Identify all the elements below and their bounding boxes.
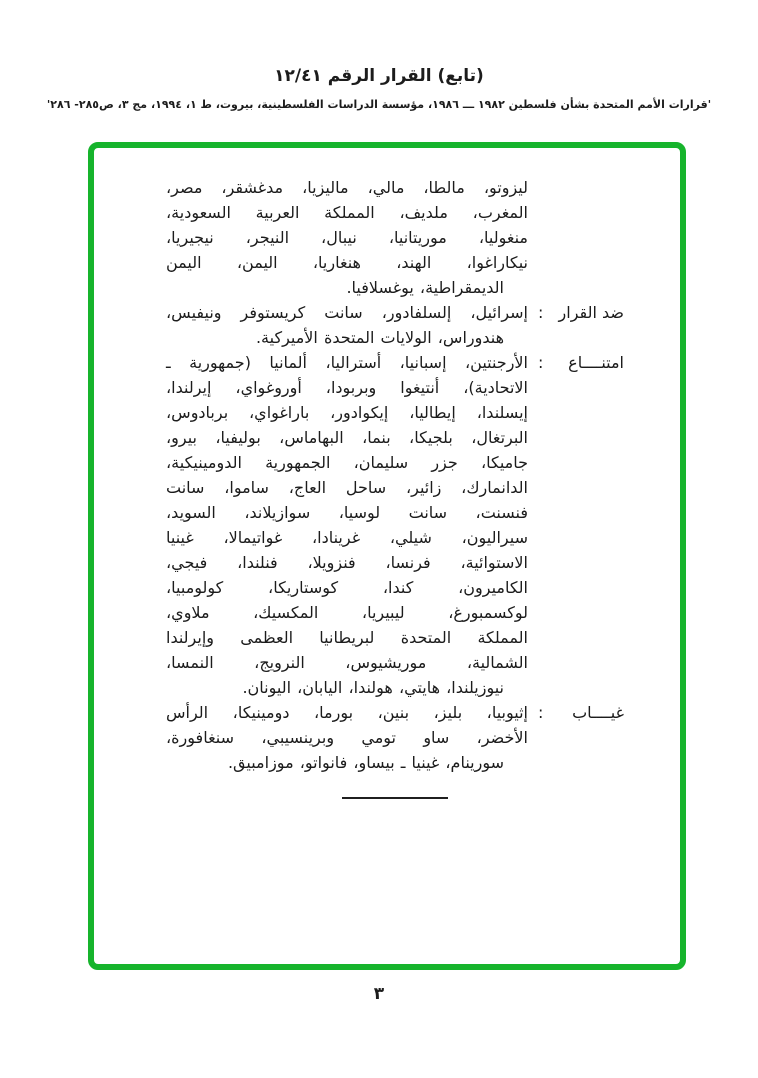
section-colon: :: [538, 703, 544, 722]
text-line: إيسلندا، إيطاليا، إيكوادور، باراغواي، بربادوس،: [166, 403, 528, 422]
text-line: الشمالية، موريشيوس، النرويج، النمسا،: [166, 653, 528, 672]
text-line: الاستوائية، فرنسا، فنزويلا، فنلندا، فيجي،: [166, 553, 528, 572]
text-line: جاميكا، جزر سليمان، الجمهورية الدومينيكية،: [166, 453, 528, 472]
page-number: ٣: [373, 984, 385, 1004]
vote-section-abstain: [166, 350, 624, 700]
text-line: البرتغال، بلجيكا، بنما، البهاماس، بوليفيا، بيرو،: [166, 428, 528, 447]
section-label: ضد القرار: [558, 303, 624, 322]
section-label-cell: [538, 700, 624, 725]
text-line: الديمقراطية، يوغسلافيا.: [346, 278, 504, 297]
document-box: [88, 142, 686, 970]
text-line: الدانمارك، زائير، ساحل العاج، ساموا، سانت: [166, 478, 528, 497]
text-line: هندوراس، الولايات المتحدة الأميركية.: [255, 328, 504, 347]
text-line: الاتحادية)، أنتيغوا وبربودا، أوروغواي، إيرلندا،: [166, 378, 528, 397]
section-lines: [166, 700, 528, 775]
text-line: سورينام، غينيا ـ بيساو، فانواتو، موزامبيق.: [227, 753, 504, 772]
text-line: الأخضر، ساو تومي وبرينسيبي، سنغافورة،: [166, 728, 528, 747]
section-lines: [166, 350, 528, 700]
text-line: لوكسمبورغ، ليبيريا، المكسيك، ملاوي،: [166, 603, 528, 622]
text-line: فنسنت، سانت لوسيا، سوازيلاند، السويد،: [166, 503, 528, 522]
section-label-cell: [538, 300, 624, 325]
text-line: نيوزيلندا، هايتي، هولندا، اليابان، اليونان.: [242, 678, 504, 697]
section-label-cell: [538, 350, 624, 375]
vote-section-for-continued: [166, 175, 624, 300]
text-line: الأرجنتين، إسبانيا، أستراليا، ألمانيا (جمهورية ـ: [166, 353, 528, 372]
section-label: غيــــاب: [572, 703, 624, 722]
text-line: المغرب، ملديف، المملكة العربية السعودية،: [166, 203, 528, 222]
page-title: (تابع) القرار الرقم ١٢/٤١: [274, 66, 484, 86]
section-lines: [166, 175, 528, 300]
text-line: الكاميرون، كندا، كوستاريكا، كولومبيا،: [166, 578, 528, 597]
section-colon: :: [538, 303, 544, 322]
text-line: نيكاراغوا، الهند، هنغاريا، اليمن، اليمن: [166, 253, 528, 272]
section-lines: [166, 300, 528, 350]
vote-section-against: [166, 300, 624, 350]
vote-record: [94, 148, 680, 799]
section-label: امتنــــاع: [568, 353, 624, 372]
section-divider: [342, 797, 448, 799]
source-citation: 'قرارات الأمم المتحدة بشأن فلسطين ١٩٨٢ ـــ ١٩٨٦، مؤسسة الدراسات الفلسطينية، بيروت، ط ١، ١٩٩٤، مج ٣، ص٢٨٥- ٢٨٦': [46, 98, 712, 111]
section-colon: :: [538, 353, 544, 372]
text-line: إثيوبيا، بليز، بنين، بورما، دومينيكا، الرأس: [166, 703, 528, 722]
text-line: سيراليون، شيلي، غرينادا، غواتيمالا، غينيا: [166, 528, 528, 547]
text-line: إسرائيل، إلسلفادور، سانت كريستوفر ونيفيس،: [166, 303, 528, 322]
text-line: المملكة المتحدة لبريطانيا العظمى وإيرلندا: [166, 628, 528, 647]
vote-section-absent: [166, 700, 624, 775]
text-line: ليزوتو، مالطا، مالي، ماليزيا، مدغشقر، مصر،: [166, 178, 528, 197]
text-line: منغوليا، موريتانيا، نيبال، النيجر، نيجيريا،: [166, 228, 528, 247]
